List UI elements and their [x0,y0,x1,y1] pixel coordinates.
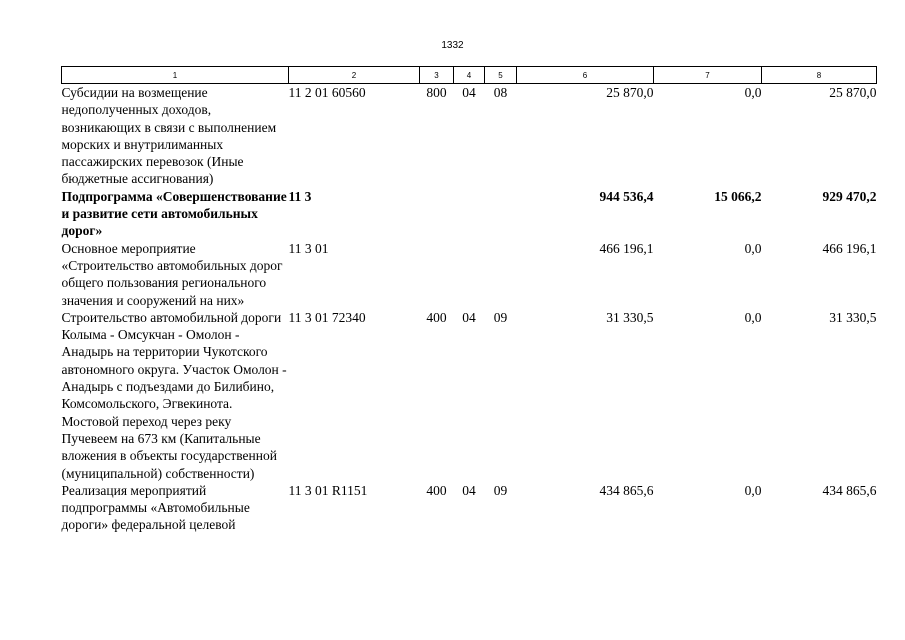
row-value-6: 25 870,0 [606,85,654,100]
row-value-7: 0,0 [744,309,762,325]
table-row [62,188,877,240]
row-name: Реализация мероприятий подпрограммы «Автомобильные дороги» федеральной целевой [61,482,250,533]
row-value-7: 0,0 [744,85,762,100]
row-expense-type: 800 [426,85,447,100]
row-expense-type [420,240,454,309]
row-section: 04 [462,482,476,498]
row-value-6: 434 865,6 [599,482,654,498]
page-number: 1332 [441,40,464,51]
budget-table [61,66,877,534]
row-name: Подпрограмма «Совершенствование и развитие сети автомобильных дорог» [61,188,287,239]
row-section: 04 [462,85,476,100]
row-value-6: 466 196,1 [599,240,654,256]
row-target-code: 11 3 01 R1151 [288,482,368,498]
row-value-6: 31 330,5 [606,309,654,325]
row-value-8: 31 330,5 [829,309,877,325]
row-value-7: 0,0 [744,482,762,498]
column-header: 8 [762,67,877,84]
table-header-row [62,67,877,84]
row-value-8: 466 196,1 [822,240,877,256]
row-target-code: 11 3 01 72340 [288,309,366,325]
row-target-code: 11 2 01 60560 [288,85,366,100]
row-name: Строительство автомобильной дороги Колыма - Омсукчан - Омолон - Анадырь на территории Чукотского автономного округа. Участок Омолон - Анадырь с подъездами до Билибино, Комсомольского, Эгвекинота. Мостовой переход через реку Пучевеем на 673 км (Капитальные вложения в объекты государственной (муниципальной) собственности) [61,309,287,481]
row-expense-type: 400 [426,482,447,498]
column-header: 5 [485,67,517,84]
row-subsection [485,188,517,240]
column-header: 6 [517,67,654,84]
column-header: 3 [420,67,454,84]
table-row [62,84,877,188]
column-header: 4 [454,67,485,84]
row-subsection: 08 [493,85,508,100]
row-section: 04 [462,309,476,325]
row-value-8: 929 470,2 [822,188,877,204]
column-header: 2 [289,67,420,84]
row-section [454,240,485,309]
table-row [62,482,877,534]
column-header: 1 [62,67,289,84]
row-subsection [485,240,517,309]
column-header: 7 [654,67,762,84]
row-target-code: 11 3 01 [288,240,329,256]
row-value-6: 944 536,4 [599,188,654,204]
row-value-8: 25 870,0 [829,85,877,100]
table-row [62,240,877,309]
row-value-7: 15 066,2 [714,188,762,204]
row-value-7: 0,0 [744,240,762,256]
row-value-8: 434 865,6 [822,482,877,498]
row-subsection: 09 [493,482,508,498]
row-expense-type [420,188,454,240]
row-section [454,188,485,240]
table-row [62,309,877,482]
row-target-code: 11 3 [288,188,312,204]
row-name: Субсидии на возмещение недополученных доходов, возникающих в связи с выполнением морских и внутрилиманных пассажирских перевозок (Иные бюджетные ассигнования) [61,85,277,187]
row-subsection: 09 [493,309,508,325]
row-expense-type: 400 [426,309,447,325]
row-name: Основное мероприятие «Строительство автомобильных дорог общего пользования регионального значения и сооружений на них» [61,240,283,308]
